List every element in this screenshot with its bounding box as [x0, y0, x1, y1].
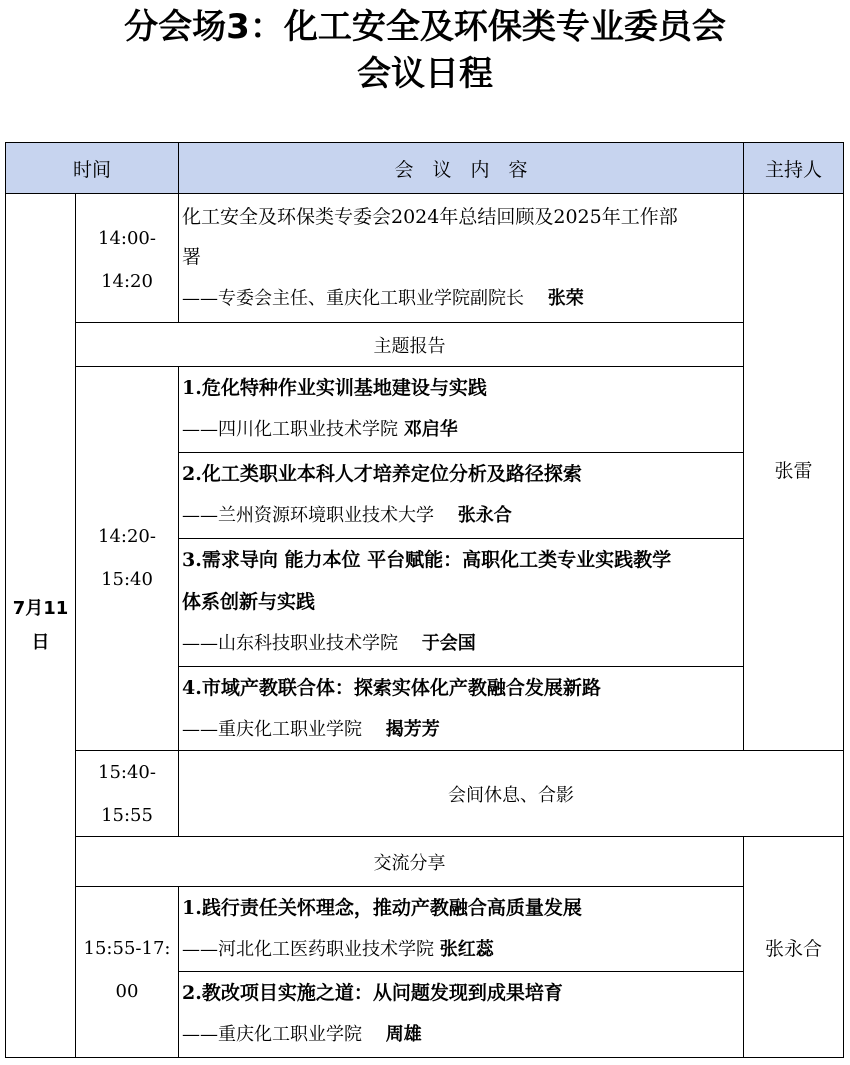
content-cell-s4-item1: 1.践行责任关怀理念，推动产教融合高质量发展 ——河北化工医药职业技术学院 张红蕊: [178, 886, 744, 972]
page-title: 分会场3：化工安全及环保类专业委员会: [124, 7, 726, 47]
content-cell-s2-item4: 4.市域产教联合体：探索实体化产教融合发展新路 ——重庆化工职业学院 揭芳芳: [178, 666, 744, 751]
page-subtitle: 会议日程: [357, 54, 493, 94]
content-cell-s2-item2: 2.化工类职业本科人才培养定位分析及路径探索 ——兰州资源环境职业技术大学 张永合: [178, 452, 744, 539]
date-line1: 7月11: [12, 597, 69, 619]
content-cell-s2-item3: 3.需求导向 能力本位 平台赋能：高职化工类专业实践教学 体系创新与实践 ——山东科技职业技术学院 于会国: [178, 538, 744, 667]
time-cell-s1: 14:00- 14:20: [75, 193, 179, 323]
speaker-line: ——专委会主任、重庆化工职业学院副院长 张荣: [182, 288, 584, 309]
time-cell-s3: 15:40- 15:55: [75, 750, 179, 837]
theme-report-label: 主题报告: [75, 322, 744, 367]
host-cell-1: 张雷: [743, 193, 844, 751]
date-line2: 日: [31, 631, 50, 653]
content-cell-s1: [178, 193, 744, 323]
header-host: 主持人: [743, 142, 844, 194]
topic-title: 化工安全及环保类专委会2024年总结回顾及2025年工作部: [182, 206, 678, 228]
time-cell-s2: 14:20- 15:40: [75, 366, 179, 751]
header-content: 会 议 内 容: [178, 142, 744, 194]
content-cell-s2-item1: 1.危化特种作业实训基地建设与实践 ——四川化工职业技术学院 邓启华: [178, 366, 744, 453]
topic-title-cont: 署: [182, 246, 202, 268]
header-time: 时间: [5, 142, 179, 194]
exchange-label: 交流分享: [75, 836, 744, 887]
time-cell-s4: 15:55-17: 00: [75, 886, 179, 1058]
break-cell: 会间休息、合影: [178, 750, 844, 837]
content-cell-s4-item2: 2.教改项目实施之道：从问题发现到成果培育 ——重庆化工职业学院 周雄: [178, 971, 744, 1058]
host-cell-2: 张永合: [743, 836, 844, 1058]
date-cell: [5, 193, 76, 1058]
